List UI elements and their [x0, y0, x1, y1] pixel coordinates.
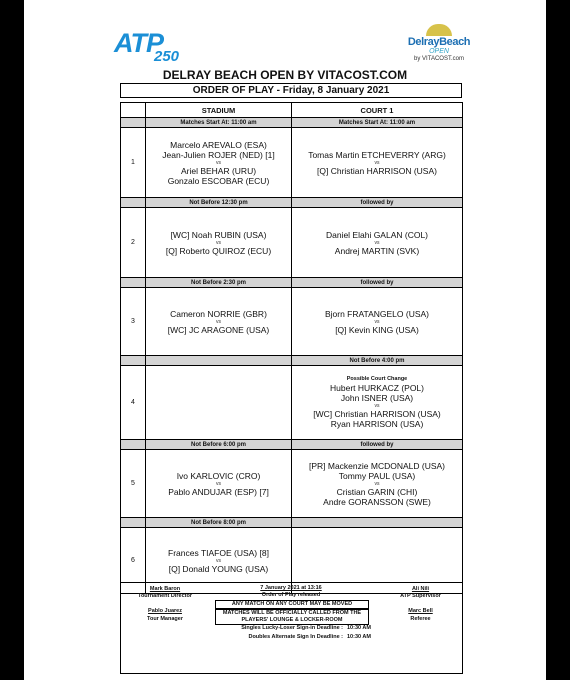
player-name: Andrej MARTIN (SVK)	[334, 245, 420, 256]
supervisor-name: Ali Nili	[411, 586, 430, 592]
followed-by-label: followed by	[292, 440, 462, 449]
versus-label: vs	[216, 159, 221, 166]
player-name: Pablo ANDUJAR (ESP) [7]	[168, 486, 269, 497]
player-name: Cameron NORRIE (GBR)	[170, 308, 267, 319]
player-name: [Q] Christian HARRISON (USA)	[317, 165, 437, 176]
player-name: Gonzalo ESCOBAR (ECU)	[167, 175, 270, 186]
versus-label: vs	[216, 239, 221, 246]
player-name: John ISNER (USA)	[340, 393, 414, 403]
not-before-label: Not Before 2:30 pm	[146, 278, 292, 287]
stadium-empty-slot	[146, 366, 292, 439]
officials-footer	[120, 582, 463, 674]
notice-players-lounge: MATCHES WILL BE OFFICIALLY CALLED FROM THE PLAYERS' LOUNGE & LOCKER-ROOM	[215, 609, 369, 625]
start-time-row	[121, 117, 462, 127]
event-logo-open: OPEN	[429, 48, 449, 55]
player-name: Ivo KARLOVIC (CRO)	[176, 470, 261, 481]
player-name: [Q] Roberto QUIROZ (ECU)	[165, 245, 272, 256]
lucky-loser-deadline-time: 10:30 AM	[347, 625, 371, 631]
followed-by-label	[292, 518, 462, 527]
time-separator-row	[121, 355, 462, 365]
stadium-match	[146, 128, 292, 197]
player-name: [WC] JC ARAGONE (USA)	[167, 324, 270, 335]
supervisor-role: ATP Supervisor	[400, 593, 441, 599]
player-name: Marcelo AREVALO (ESA)	[170, 139, 267, 150]
match-row	[121, 449, 462, 517]
atp-250-logo	[114, 28, 206, 68]
tour-manager-role: Tour Manager	[147, 616, 183, 622]
doubles-alternate-deadline-label: Doubles Alternate Sign In Deadline :	[248, 634, 343, 640]
versus-label: vs	[374, 159, 380, 166]
match-number: 5	[121, 450, 146, 517]
player-name: Tomas Martin ETCHEVERRY (ARG)	[308, 149, 446, 160]
stadium-match	[146, 288, 292, 355]
time-separator-row	[121, 277, 462, 287]
versus-label: vs	[374, 403, 380, 409]
player-name: Jean-Julien ROJER (NED) [1]	[162, 149, 275, 160]
player-name: [WC] Christian HARRISON (USA)	[313, 409, 441, 419]
match-row	[121, 287, 462, 355]
court-change-note: Possible Court Change	[346, 376, 408, 382]
tournament-title: DELRAY BEACH OPEN BY VITACOST.COM	[162, 68, 408, 82]
court-1-header: COURT 1	[360, 105, 394, 115]
match-number: 6	[121, 528, 146, 593]
not-before-label: Not Before 6:00 pm	[146, 440, 292, 449]
player-name: Cristian GARIN (CHI)	[336, 486, 418, 497]
time-separator-row	[121, 439, 462, 449]
court-1-match	[292, 450, 462, 517]
match-number: 4	[121, 366, 146, 439]
versus-label: vs	[374, 239, 380, 246]
player-name: [Q] Kevin KING (USA)	[335, 324, 419, 335]
delray-beach-open-logo	[394, 24, 484, 70]
match-row	[121, 207, 462, 277]
start-time-stadium: Matches Start At: 11:00 am	[146, 118, 292, 127]
match-row	[121, 127, 462, 197]
player-name: [PR] Mackenzie MCDONALD (USA)	[308, 460, 446, 471]
match-number: 1	[121, 128, 146, 197]
time-separator-row	[121, 197, 462, 207]
court-1-match	[292, 208, 462, 277]
lucky-loser-deadline-label: Singles Lucky-Loser Sign-in Deadline :	[241, 625, 343, 631]
player-name: Ariel BEHAR (URU)	[180, 165, 257, 176]
release-label: Order of Play released	[261, 592, 321, 598]
atp-logo-text: ATP	[114, 28, 163, 58]
order-of-play-date: ORDER OF PLAY - Friday, 8 January 2021	[120, 83, 462, 98]
not-before-label: Not Before 12:30 pm	[146, 198, 292, 207]
match-number: 3	[121, 288, 146, 355]
court-1-match	[292, 288, 462, 355]
player-name: Bjorn FRATANGELO (USA)	[324, 308, 430, 319]
player-name: Frances TIAFOE (USA) [8]	[168, 547, 269, 558]
player-name: Ryan HARRISON (USA)	[330, 419, 424, 429]
schedule-grid	[120, 102, 463, 594]
versus-label: vs	[374, 480, 380, 487]
player-name: Andre GORANSSON (SWE)	[323, 496, 431, 507]
time-separator-row	[121, 517, 462, 527]
referee-role: Referee	[410, 616, 431, 622]
tour-manager-name: Pablo Juarez	[148, 608, 182, 614]
versus-label: vs	[216, 318, 221, 325]
player-name: Hubert HURKACZ (POL)	[330, 383, 424, 393]
player-name: Daniel Elahi GALAN (COL)	[325, 229, 429, 240]
player-name: Tommy PAUL (USA)	[338, 470, 416, 481]
match-row	[121, 365, 462, 439]
court-1-match	[292, 128, 462, 197]
atp-logo-tier: 250	[154, 48, 180, 65]
release-timestamp: 7 January 2021 at 13:16	[260, 585, 322, 591]
order-of-play-document	[24, 0, 546, 680]
tournament-director-name: Mark Baron	[149, 586, 181, 592]
versus-label: vs	[216, 480, 221, 487]
sun-icon	[426, 24, 452, 36]
not-before-label: Not Before 8:00 pm	[146, 518, 292, 527]
tournament-director-role: Tournament Director	[138, 593, 192, 599]
start-time-court-1: Matches Start At: 11:00 am	[292, 118, 462, 127]
match-number: 2	[121, 208, 146, 277]
followed-by-label: followed by	[292, 278, 462, 287]
event-logo-name: DelrayBeach	[407, 36, 471, 48]
followed-by-label: followed by	[292, 198, 462, 207]
court-1-match	[292, 366, 462, 439]
notice-match-moved: ANY MATCH ON ANY COURT MAY BE MOVED	[215, 600, 369, 609]
event-logo-sponsor: by VITACOST.com	[414, 56, 464, 62]
court-header-row	[121, 103, 462, 117]
referee-name: Marc Bell	[408, 608, 433, 614]
versus-label: vs	[374, 318, 380, 325]
not-before-label: Not Before 4:00 pm	[292, 356, 462, 365]
stadium-match	[146, 450, 292, 517]
player-name: [WC] Noah RUBIN (USA)	[170, 229, 267, 240]
player-name: [Q] Donald YOUNG (USA)	[168, 563, 269, 574]
doubles-alternate-deadline-time: 10:30 AM	[347, 634, 371, 640]
court-stadium-header: STADIUM	[146, 103, 292, 117]
stadium-match	[146, 208, 292, 277]
versus-label: vs	[216, 557, 221, 564]
not-before-label	[146, 356, 292, 365]
